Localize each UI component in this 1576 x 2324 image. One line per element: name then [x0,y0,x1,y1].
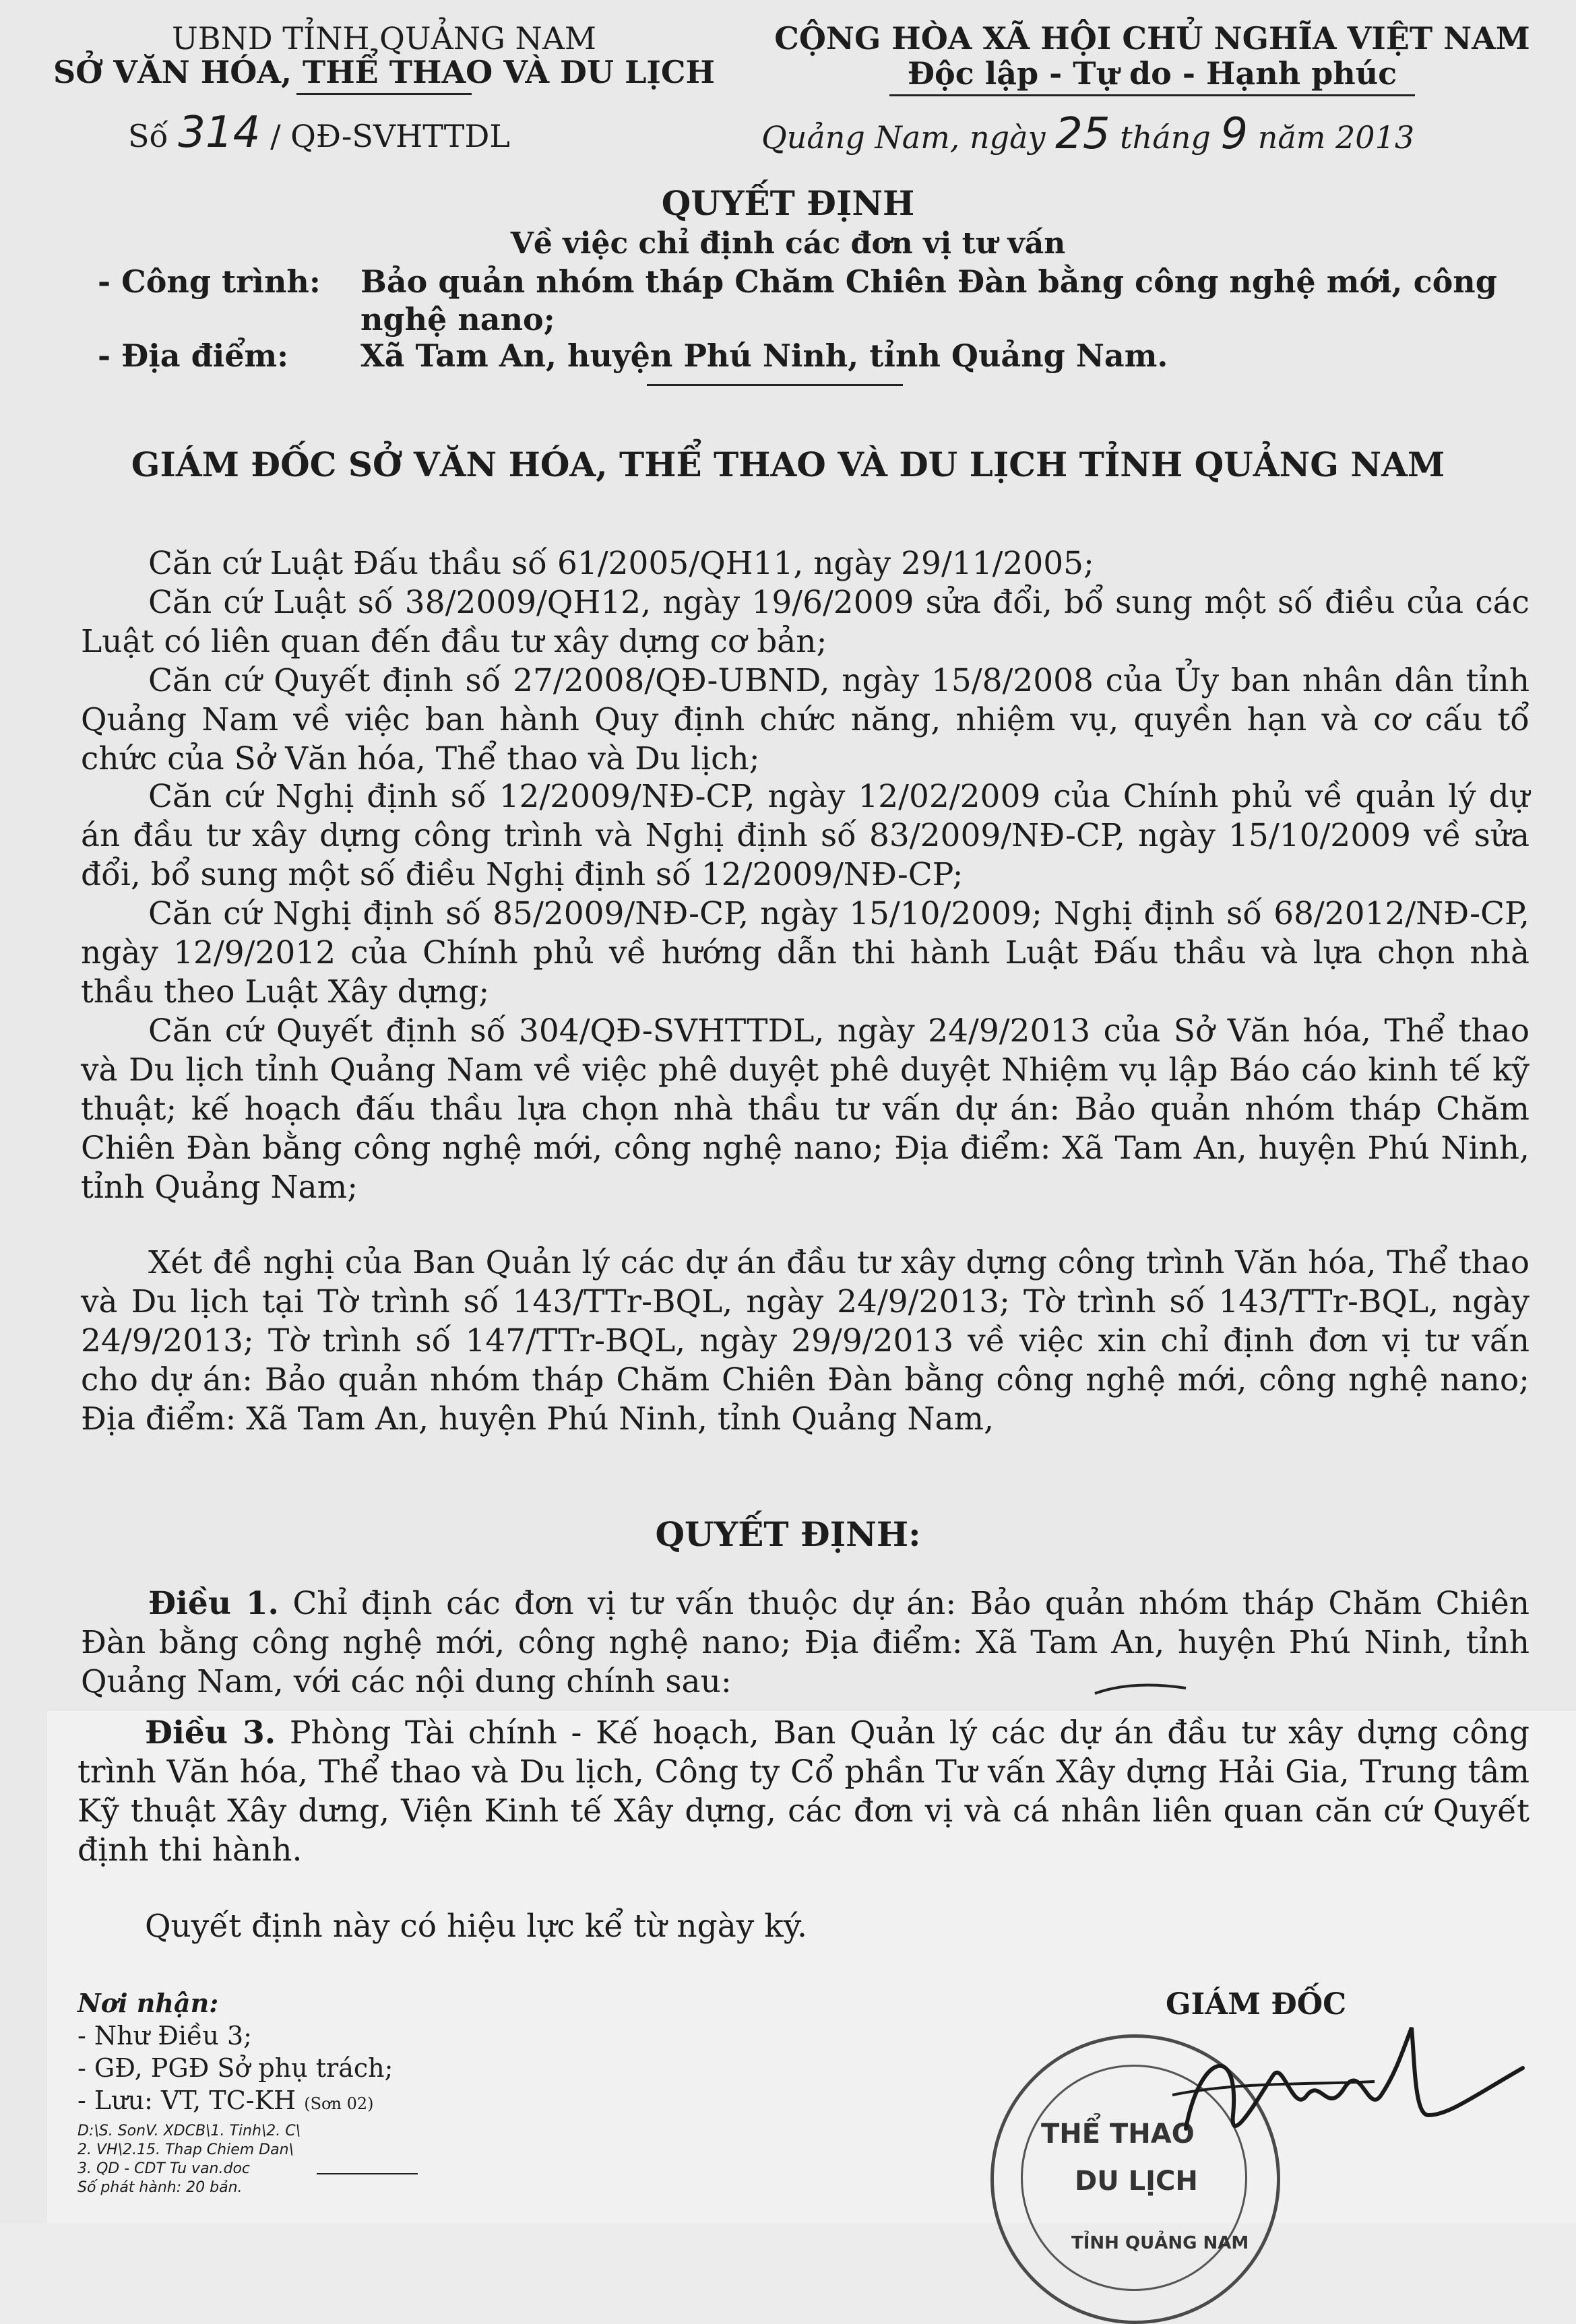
proposal-paragraph: Xét đề nghị của Ban Quản lý các dự án đầu tư xây dựng công trình Văn hóa, Thể thao và Du lịch tại Tờ trình số 143/TTr-BQL, ngày 24/9/2013; Tờ trình số 143/TTr-BQL, ngày 24/9/2013; Tờ trình số 147/TTr-BQL, ngày 29/9/2013 về việc xin chỉ định đơn vị tư vấn cho dự án: Bảo quản nhóm tháp Chăm Chiên Đàn bằng công nghệ mới, công nghệ nano; Địa điểm: Xã Tam An, huyện Phú Ninh, tỉnh Quảng Nam, [81,1244,1530,1438]
project-work-line-1: Bảo quản nhóm tháp Chăm Chiên Đàn bằng công nghệ mới, công [360,263,1497,300]
effective-clause: Quyết định này có hiệu lực kể từ ngày ký. [145,1908,807,1945]
date-month: 9 [1220,109,1249,159]
file-note-4: Số phát hành: 20 bản. [77,2179,243,2196]
number-label: Số [128,118,168,154]
issuer-heading: GIÁM ĐỐC SỞ VĂN HÓA, THỂ THAO VÀ DU LỊCH TỈNH QUẢNG NAM [131,445,1445,484]
document-title: QUYẾT ĐỊNH [661,183,915,223]
date-day: 25 [1055,109,1110,159]
ground-4: Căn cứ Nghị định số 12/2009/NĐ-CP, ngày 12/02/2009 của Chính phủ về quản lý dự án đầu tư xây dựng công trình và Nghị định số 83/2009/NĐ-CP, ngày 15/10/2009 về sửa đổi, bổ sung một số điều Nghị định số 12/2009/NĐ-CP; [81,778,1530,893]
handwritten-signature [1159,2014,1536,2162]
seal-line-1: THỂ THAO [1041,2119,1195,2150]
ground-6: Căn cứ Quyết định số 304/QĐ-SVHTTDL, ngày 24/9/2013 của Sở Văn hóa, Thể thao và Du lịch tỉnh Quảng Nam về việc phê duyệt phê duyệt Nhiệm vụ lập Báo cáo kinh tế kỹ thuật; kế hoạch đấu thầu lựa chọn nhà thầu tư vấn dự án: Bảo quản nhóm tháp Chăm Chiên Đàn bằng công nghệ mới, công nghệ nano; Địa điểm: Xã Tam An, huyện Phú Ninh, tỉnh Quảng Nam; [81,1012,1530,1206]
decision-heading: QUYẾT ĐỊNH: [655,1514,921,1554]
ground-3: Căn cứ Quyết định số 27/2008/QĐ-UBND, ngày 15/8/2008 của Ủy ban nhân dân tỉnh Quảng Nam về việc ban hành Quy định chức năng, nhiệm vụ, quyền hạn và cơ cấu tổ chức của Sở Văn hóa, Thể thao và Du lịch; [81,662,1530,777]
project-underline [647,384,903,386]
project-location-value: Xã Tam An, huyện Phú Ninh, tỉnh Quảng Nam. [360,337,1168,374]
article-1 [81,1584,1530,1702]
project-work-label: - Công trình: [98,263,321,300]
article-3-text: Phòng Tài chính - Kế hoạch, Ban Quản lý các dự án đầu tư xây dựng công trình Văn hóa, Thể thao và Du lịch, Công ty Cổ phần Tư vấn Xây dựng Hải Gia, Trung tâm Kỹ thuật Xây dưng, Viện Kinh tế Xây dựng, các đơn vị và cá nhân liên quan căn cứ Quyết định thi hành. [77,1714,1530,1869]
seal-ring-text: TỈNH QUẢNG NAM [1071,2233,1249,2253]
recipient-3-text: - Lưu: VT, TC-KH [77,2086,296,2115]
year-label: năm 2013 [1257,119,1415,156]
copies-note: (Sơn 02) [304,2094,374,2113]
month-label: tháng [1120,119,1211,156]
nation-name: CỘNG HÒA XÃ HỘI CHỦ NGHĨA VIỆT NAM [774,20,1530,57]
project-work-line-2: nghệ nano; [360,301,555,337]
article-1-label: Điều 1. [148,1585,279,1622]
article-3 [77,1714,1530,1870]
document-number [128,108,510,158]
file-note-1: D:\S. SonV. XDCB\1. Tinh\2. C\ [77,2123,301,2139]
recipient-3 [77,2084,373,2120]
article-1-text: Chỉ định các đơn vị tư vấn thuộc dự án: Bảo quản nhóm tháp Chăm Chiên Đàn bằng công nghệ mới, công nghệ nano; Địa điểm: Xã Tam An, huyện Phú Ninh, tỉnh Quảng Nam, với các nội dung chính sau: [81,1585,1530,1700]
ground-1: Căn cứ Luật Đấu thầu số 61/2005/QH11, ngày 29/11/2005; [148,545,1094,582]
authority-underline [296,93,472,95]
place-date-prefix: Quảng Nam, ngày [761,119,1046,156]
number-suffix: / QĐ-SVHTTDL [270,118,510,154]
recipient-2: - GĐ, PGĐ Sở phụ trách; [77,2053,393,2083]
file-note-3: 3. QD - CDT Tu van.doc [77,2160,251,2177]
project-location-label: - Địa điểm: [98,337,289,374]
number-value: 314 [178,108,261,158]
seal-line-2: DU LỊCH [1075,2166,1198,2197]
authority-line-1: UBND TỈNH QUẢNG NAM [171,20,597,57]
ground-5: Căn cứ Nghị định số 85/2009/NĐ-CP, ngày 15/10/2009; Nghị định số 68/2012/NĐ-CP, ngày 12/9/2012 của Chính phủ về hướng dẫn thi hành Luật Đấu thầu và lựa chọn nhà thầu theo Luật Xây dựng; [81,895,1530,1010]
authority-line-2: SỞ VĂN HÓA, THỂ THAO VÀ DU LỊCH [53,54,715,90]
signer-title: GIÁM ĐỐC [1166,1987,1347,2022]
place-date [761,109,1414,159]
document-subject: Về việc chỉ định các đơn vị tư vấn [510,226,1066,261]
article-3-label: Điều 3. [145,1714,276,1751]
recipients-label: Nơi nhận: [77,1988,219,2018]
handwritten-stroke [1092,1675,1193,1702]
file-note-2: 2. VH\2.15. Thap Chiem Dan\ [77,2141,294,2158]
recipient-1: - Như Điều 3; [77,2021,252,2051]
ground-2: Căn cứ Luật số 38/2009/QH12, ngày 19/6/2009 sửa đổi, bổ sung một số điều của các Luật có liên quan đến đầu tư xây dựng cơ bản; [81,584,1530,660]
note-underline [317,2173,418,2174]
national-motto: Độc lập - Tự do - Hạnh phúc [907,55,1397,92]
motto-underline [889,94,1415,96]
